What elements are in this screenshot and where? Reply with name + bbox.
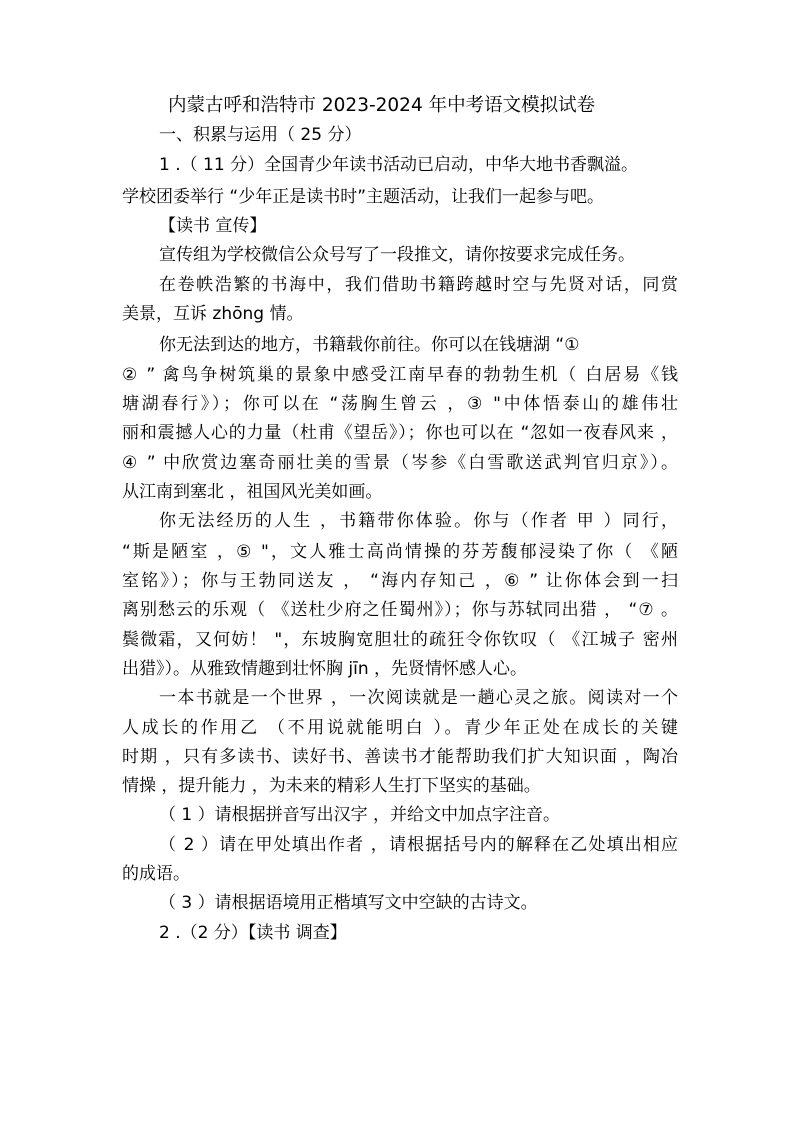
paragraph-line: 室铭》）；你与王勃同送友 ， “海内存知己 ，⑥ ” 让你体会到一扫 (122, 571, 678, 591)
paragraph-line: 一本书就是一个世界 ，一次阅读就是一趟心灵之旅。阅读对一个 (159, 688, 678, 708)
question-2-heading: 2 .（2 分）【读书 调查】 (159, 923, 347, 943)
paragraph-line: 情操 ，提升能力 ，为未来的精彩人生打下坚实的基础。 (122, 776, 541, 796)
paragraph-line: 从江南到塞北 ，祖国风光美如画。 (122, 482, 383, 502)
paragraph-line: 鬓微霜，又何妨！ "，东坡胸宽胆壮的疏狂令你钦叹（ 《江城子 密州 (122, 630, 678, 650)
exam-title: 内蒙古呼和浩特市 2023-2024 年中考语文模拟试卷 (168, 95, 596, 116)
question-1-intro: 1 .（ 11 分）全国青少年读书活动已启动，中华大地书香飘溢。 (159, 155, 639, 175)
sub-question-3: （ 3 ）请根据语境用正楷填写文中空缺的古诗文。 (159, 893, 538, 913)
sub-question-1: （ 1 ）请根据拼音写出汉字 ，并给文中加点字注音。 (159, 805, 561, 825)
paragraph-line: 丽和震撼人心的力量（杜甫《望岳》）；你也可以在 “忽如一夜春风来 ， (122, 423, 678, 443)
paragraph-line: 时期 ，只有多读书、读好书、善读书才能帮助我们扩大知识面 ，陶冶 (122, 747, 678, 767)
paragraph-line: 你无法到达的地方，书籍载你前往。你可以在钱塘湖 “① (159, 335, 580, 355)
paragraph-line: 出猎》）。从雅致情趣到壮怀胸 jīn ，先贤情怀感人心。 (122, 659, 528, 679)
paragraph-line: 人成长的作用乙 （不用说就能明白 ）。青少年正处在成长的关键 (122, 718, 678, 738)
paragraph-line: 美景，互诉 zhōng 情。 (122, 304, 304, 324)
paragraph-line: 塘湖春行》）；你可以在 “荡胸生曾云 ，③ "中体悟泰山的雄伟壮 (122, 394, 678, 414)
paragraph-line: 在卷帙浩繁的书海中，我们借助书籍跨越时空与先贤对话，同赏 (159, 275, 678, 295)
paragraph-line: “斯是陋室 ，⑤ "，文人雅士高尚情操的芬芳馥郁浸染了你（ 《陋 (122, 542, 678, 562)
sub-question-2: （ 2 ）请在甲处填出作者 ，请根据括号内的解释在乙处填出相应 (159, 835, 678, 855)
task-instruction: 宣传组为学校微信公众号写了一段推文，请你按要求完成任务。 (159, 245, 635, 265)
section-heading: 一、积累与运用（ 25 分） (159, 125, 362, 145)
question-1-intro: 学校团委举行 “少年正是读书时”主题活动，让我们一起参与吧。 (122, 187, 605, 207)
paragraph-line: 离别愁云的乐观（ 《送杜少府之任蜀州》）；你与苏轼同出猎 ， “⑦ 。 (122, 600, 678, 620)
reading-promo-tag: 【读书 宣传】 (159, 216, 267, 236)
sub-question-2-cont: 的成语。 (122, 864, 190, 884)
paragraph-line: ② ” 禽鸟争树筑巢的景象中感受江南早春的勃勃生机（ 白居易《钱 (122, 365, 678, 385)
paragraph-line: ④ ” 中欣赏边塞奇丽壮美的雪景（岑参《白雪歌送武判官归京》）。 (122, 453, 678, 473)
paragraph-line: 你无法经历的人生 ，书籍带你体验。你与（作者 甲 ）同行， (159, 511, 678, 531)
